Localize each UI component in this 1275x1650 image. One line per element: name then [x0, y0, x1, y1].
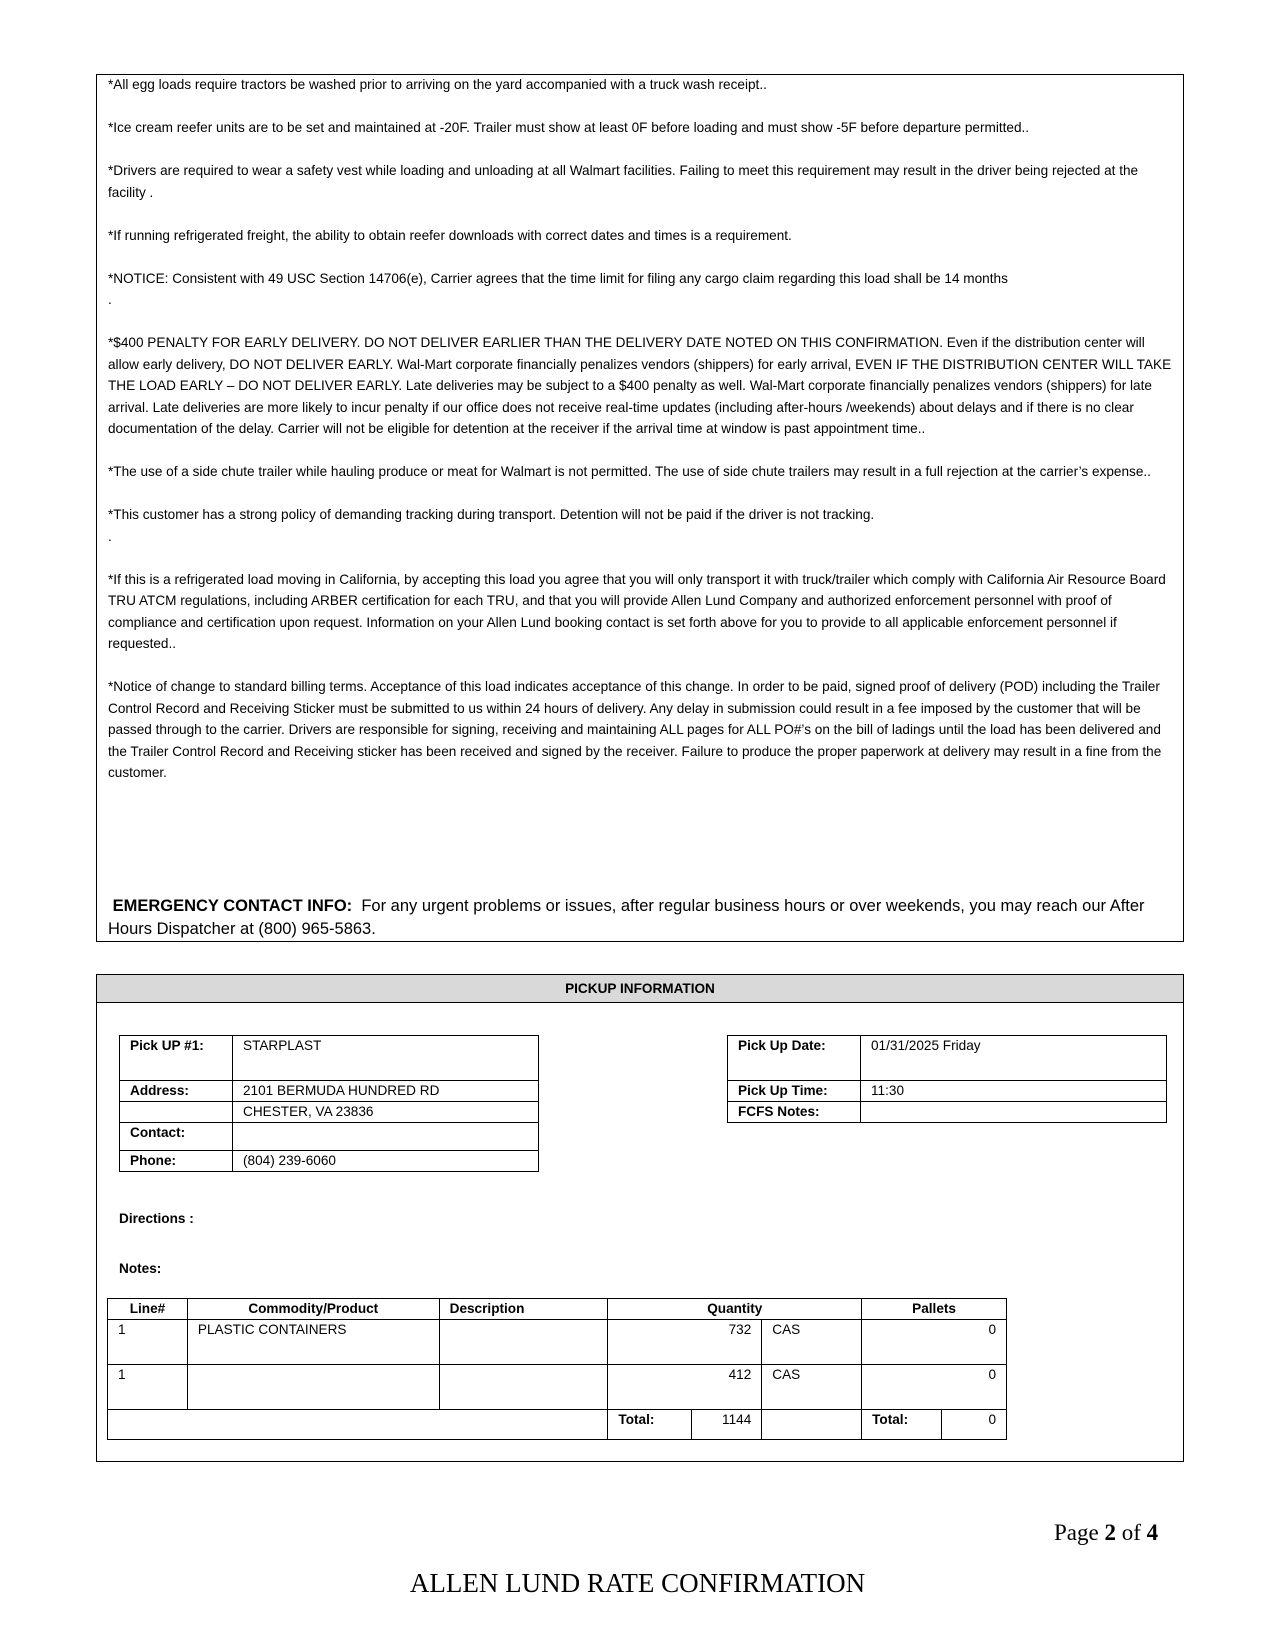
table-row	[108, 1365, 1007, 1410]
page-prefix: Page	[1054, 1520, 1105, 1545]
pallet-total: 0	[942, 1410, 1007, 1440]
pallet-total-label: Total:	[862, 1410, 942, 1440]
emergency-label: EMERGENCY CONTACT INFO:	[112, 897, 353, 915]
row-quantity: 412	[608, 1365, 762, 1410]
page-current: 2	[1104, 1520, 1116, 1545]
address-label: Address:	[120, 1081, 233, 1102]
term-tracking: *This customer has a strong policy of demanding tracking during transport. Detention will not be paid if the driver is not tracking. .	[108, 507, 875, 544]
phone-value: (804) 239-6060	[233, 1151, 539, 1172]
table-row	[108, 1320, 1007, 1365]
emergency-contact	[108, 895, 1176, 941]
notes-label: Notes:	[119, 1261, 162, 1276]
page-of: of	[1115, 1520, 1147, 1545]
term-billing: *Notice of change to standard billing terms. Acceptance of this load indicates acceptance of this change. In order to be paid, signed proof of delivery (POD) including the Trailer Control Record and Receiving Sticker must be submitted to us within 24 hours of delivery. Any delay in submission could result in a fee imposed by the customer that will be passed through to the carrier. Drivers are responsible for signing, receiving and maintaining ALL pages for ALL PO#’s on the bill of ladings until the load has been delivered and the Trailer Control Record and Receiving sticker has been received and signed by the receiver. Failure to produce the proper paperwork at delivery may result in a fine from the customer.	[108, 679, 1162, 780]
col-line: Line#	[108, 1299, 188, 1320]
term-ice-cream: *Ice cream reefer units are to be set and maintained at -20F. Trailer must show at least 0F before loading and must show -5F before departure permitted..	[108, 120, 1030, 135]
pickup-date-value: 01/31/2025 Friday	[861, 1036, 1167, 1081]
row-description	[439, 1365, 608, 1410]
term-reefer-downloads: *If running refrigerated freight, the ability to obtain reefer downloads with correct dates and times is a requirement.	[108, 227, 792, 243]
footer-title: ALLEN LUND RATE CONFIRMATION	[409, 1568, 866, 1598]
quantity-total: 1144	[692, 1410, 762, 1440]
directions-label: Directions :	[119, 1211, 194, 1226]
term-early-delivery-penalty: *$400 PENALTY FOR EARLY DELIVERY. DO NOT DELIVER EARLIER THAN THE DELIVERY DATE NOTED ON THIS CONFIRMATION. Even if the distribution center will allow early delivery, DO NOT DELIVER EARLY. Wal-Mart corporate financially penalizes vendors (shippers) for early arrival, EVEN IF THE DISTRIBUTION CENTER WILL TAKE THE LOAD EARLY – DO NOT DELIVER EARLY. Late deliveries may be subject to a $400 penalty as well. Wal-Mart corporate financially penalizes vendors (shippers) for late arrival. Late deliveries are more likely to incur penalty if our office does not receive real-time updates (including after-hours /weekends) about delays and if there is no clear documentation of the delay. Carrier will not be eligible for detention at the receiver if the arrival time at window is past appointment time..	[108, 335, 1172, 436]
row-pallets: 0	[862, 1365, 1007, 1410]
row-line: 1	[108, 1365, 188, 1410]
pickup-location-table	[119, 1035, 539, 1172]
page-number	[1054, 1520, 1158, 1546]
row-unit: CAS	[762, 1365, 862, 1410]
pickup-label: Pick UP #1:	[120, 1036, 233, 1081]
fcfs-notes-label: FCFS Notes:	[728, 1102, 861, 1123]
term-safety-vest: *Drivers are required to wear a safety vest while loading and unloading at all Walmart facilities. Failing to meet this requirement may result in the driver being rejected at the facility .	[108, 163, 1139, 200]
row-commodity	[187, 1365, 439, 1410]
term-side-chute: *The use of a side chute trailer while hauling produce or meat for Walmart is not permitted. The use of side chute trailers may result in a full rejection at the carrier’s expense..	[108, 464, 1151, 479]
row-commodity: PLASTIC CONTAINERS	[187, 1320, 439, 1365]
commodity-table	[107, 1298, 1007, 1440]
row-quantity: 732	[608, 1320, 762, 1365]
row-unit: CAS	[762, 1320, 862, 1365]
quantity-total-label: Total:	[608, 1410, 692, 1440]
pickup-name: STARPLAST	[233, 1036, 539, 1081]
col-description: Description	[439, 1299, 608, 1320]
row-pallets: 0	[862, 1320, 1007, 1365]
term-egg-loads: *All egg loads require tractors be washed prior to arriving on the yard accompanied with a truck wash receipt..	[108, 77, 767, 92]
phone-label: Phone:	[120, 1151, 233, 1172]
fcfs-notes-value	[861, 1102, 1167, 1123]
row-description	[439, 1320, 608, 1365]
col-commodity: Commodity/Product	[187, 1299, 439, 1320]
term-cargo-claim: *NOTICE: Consistent with 49 USC Section 14706(e), Carrier agrees that the time limit for filing any cargo claim regarding this load shall be 14 months .	[108, 270, 1008, 307]
pickup-date-label: Pick Up Date:	[728, 1036, 861, 1081]
term-california: *If this is a refrigerated load moving in California, by accepting this load you agree that you will only transport it with truck/trailer which comply with California Air Resource Board TRU ATCM regulations, including ARBER certification for each TRU, and that you will provide Allen Lund Company and authorized enforcement personnel with proof of compliance and certification upon request. Information on your Allen Lund booking contact is set forth above for you to provide to all applicable enforcement personnel if requested..	[108, 571, 1166, 651]
pickup-time-table	[727, 1035, 1167, 1123]
pickup-header: PICKUP INFORMATION	[97, 975, 1183, 1003]
totals-row	[108, 1410, 1007, 1440]
row-line: 1	[108, 1320, 188, 1365]
col-quantity: Quantity	[608, 1299, 862, 1320]
page-total: 4	[1146, 1520, 1159, 1545]
contact-value	[233, 1123, 539, 1151]
emergency-text: For any urgent problems or issues, after regular business hours or over weekends, you may reach our After Hours Dispatcher at (800) 965-5863.	[108, 897, 1145, 938]
col-pallets: Pallets	[862, 1299, 1007, 1320]
address-line1: 2101 BERMUDA HUNDRED RD	[233, 1081, 539, 1102]
address-line2: CHESTER, VA 23836	[233, 1102, 539, 1123]
pickup-section	[96, 974, 1184, 1462]
contact-label: Contact:	[120, 1123, 233, 1151]
pickup-time-label: Pick Up Time:	[728, 1081, 861, 1102]
terms-section	[96, 74, 1184, 942]
pickup-time-value: 11:30	[861, 1081, 1167, 1102]
terms-list	[108, 75, 1176, 784]
